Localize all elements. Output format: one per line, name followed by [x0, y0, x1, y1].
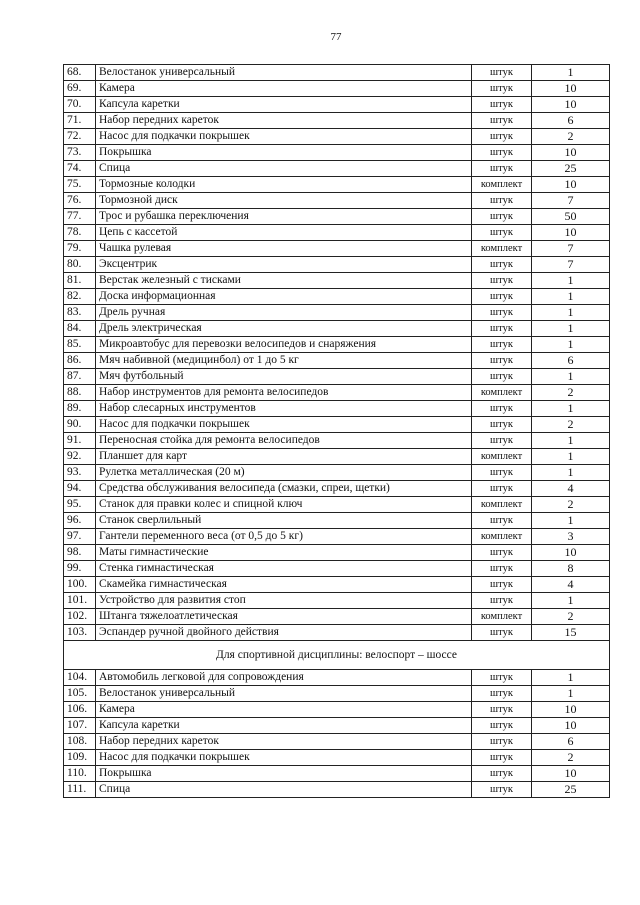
table-row	[64, 481, 610, 497]
item-quantity: 10	[532, 225, 610, 241]
item-unit: штук	[472, 401, 532, 417]
table-row	[64, 81, 610, 97]
row-number: 98.	[64, 545, 96, 561]
row-number: 82.	[64, 289, 96, 305]
equipment-table-body-road-cycling	[64, 670, 610, 798]
table-row	[64, 289, 610, 305]
item-quantity: 1	[532, 433, 610, 449]
item-quantity: 7	[532, 241, 610, 257]
table-row	[64, 401, 610, 417]
row-number: 86.	[64, 353, 96, 369]
table-row	[64, 353, 610, 369]
item-unit: штук	[472, 337, 532, 353]
item-quantity: 2	[532, 129, 610, 145]
table-row	[64, 718, 610, 734]
item-name: Покрышка	[96, 766, 472, 782]
row-number: 83.	[64, 305, 96, 321]
section-heading-group	[64, 641, 610, 670]
item-unit: штук	[472, 686, 532, 702]
item-unit: штук	[472, 273, 532, 289]
row-number: 72.	[64, 129, 96, 145]
item-quantity: 4	[532, 481, 610, 497]
item-quantity: 3	[532, 529, 610, 545]
item-unit: комплект	[472, 497, 532, 513]
item-quantity: 6	[532, 353, 610, 369]
item-name: Чашка рулевая	[96, 241, 472, 257]
item-name: Цепь с кассетой	[96, 225, 472, 241]
row-number: 92.	[64, 449, 96, 465]
item-quantity: 10	[532, 97, 610, 113]
item-name: Спица	[96, 161, 472, 177]
table-row	[64, 385, 610, 401]
item-unit: штук	[472, 257, 532, 273]
item-quantity: 1	[532, 686, 610, 702]
item-name: Камера	[96, 81, 472, 97]
item-quantity: 1	[532, 513, 610, 529]
item-name: Трос и рубашка переключения	[96, 209, 472, 225]
item-unit: штук	[472, 625, 532, 641]
row-number: 68.	[64, 65, 96, 81]
table-row	[64, 417, 610, 433]
item-quantity: 10	[532, 718, 610, 734]
item-name: Дрель ручная	[96, 305, 472, 321]
row-number: 77.	[64, 209, 96, 225]
item-name: Мяч набивной (медицинбол) от 1 до 5 кг	[96, 353, 472, 369]
item-unit: штук	[472, 782, 532, 798]
item-quantity: 7	[532, 257, 610, 273]
item-name: Велостанок универсальный	[96, 686, 472, 702]
item-quantity: 1	[532, 449, 610, 465]
table-row	[64, 273, 610, 289]
row-number: 95.	[64, 497, 96, 513]
item-quantity: 2	[532, 417, 610, 433]
item-name: Набор слесарных инструментов	[96, 401, 472, 417]
item-name: Маты гимнастические	[96, 545, 472, 561]
item-name: Тормозной диск	[96, 193, 472, 209]
item-unit: штук	[472, 433, 532, 449]
table-row	[64, 561, 610, 577]
item-quantity: 1	[532, 593, 610, 609]
item-name: Насос для подкачки покрышек	[96, 750, 472, 766]
row-number: 100.	[64, 577, 96, 593]
item-name: Мяч футбольный	[96, 369, 472, 385]
item-unit: штук	[472, 145, 532, 161]
row-number: 110.	[64, 766, 96, 782]
item-name: Насос для подкачки покрышек	[96, 129, 472, 145]
item-quantity: 6	[532, 734, 610, 750]
row-number: 94.	[64, 481, 96, 497]
item-quantity: 1	[532, 401, 610, 417]
table-row	[64, 513, 610, 529]
item-unit: штук	[472, 129, 532, 145]
table-row	[64, 145, 610, 161]
item-unit: штук	[472, 417, 532, 433]
row-number: 107.	[64, 718, 96, 734]
item-name: Скамейка гимнастическая	[96, 577, 472, 593]
row-number: 111.	[64, 782, 96, 798]
row-number: 96.	[64, 513, 96, 529]
item-name: Велостанок универсальный	[96, 65, 472, 81]
section-heading: Для спортивной дисциплины: велоспорт – шоссе	[64, 641, 610, 670]
table-row	[64, 670, 610, 686]
row-number: 75.	[64, 177, 96, 193]
row-number: 87.	[64, 369, 96, 385]
item-quantity: 2	[532, 497, 610, 513]
item-unit: штук	[472, 561, 532, 577]
item-name: Капсула каретки	[96, 97, 472, 113]
row-number: 109.	[64, 750, 96, 766]
row-number: 85.	[64, 337, 96, 353]
item-name: Рулетка металлическая (20 м)	[96, 465, 472, 481]
item-unit: штук	[472, 305, 532, 321]
item-quantity: 10	[532, 766, 610, 782]
item-unit: штук	[472, 766, 532, 782]
table-row	[64, 209, 610, 225]
table-row	[64, 766, 610, 782]
item-unit: штук	[472, 321, 532, 337]
row-number: 80.	[64, 257, 96, 273]
item-quantity: 25	[532, 782, 610, 798]
row-number: 108.	[64, 734, 96, 750]
table-row	[64, 305, 610, 321]
item-unit: штук	[472, 545, 532, 561]
item-unit: штук	[472, 97, 532, 113]
item-quantity: 6	[532, 113, 610, 129]
item-unit: штук	[472, 465, 532, 481]
item-unit: штук	[472, 225, 532, 241]
row-number: 102.	[64, 609, 96, 625]
row-number: 74.	[64, 161, 96, 177]
item-unit: штук	[472, 289, 532, 305]
item-name: Станок сверлильный	[96, 513, 472, 529]
item-name: Тормозные колодки	[96, 177, 472, 193]
table-row	[64, 497, 610, 513]
table-row	[64, 529, 610, 545]
table-row	[64, 369, 610, 385]
table-row	[64, 241, 610, 257]
table-row	[64, 337, 610, 353]
item-name: Спица	[96, 782, 472, 798]
item-name: Эспандер ручной двойного действия	[96, 625, 472, 641]
item-name: Эксцентрик	[96, 257, 472, 273]
item-name: Автомобиль легковой для сопровождения	[96, 670, 472, 686]
table-row	[64, 702, 610, 718]
item-name: Средства обслуживания велосипеда (смазки, спреи, щетки)	[96, 481, 472, 497]
item-name: Станок для правки колес и спицной ключ	[96, 497, 472, 513]
item-quantity: 1	[532, 273, 610, 289]
item-name: Насос для подкачки покрышек	[96, 417, 472, 433]
item-quantity: 10	[532, 81, 610, 97]
table-row	[64, 750, 610, 766]
item-quantity: 2	[532, 750, 610, 766]
item-name: Устройство для развития стоп	[96, 593, 472, 609]
item-unit: штук	[472, 481, 532, 497]
item-name: Микроавтобус для перевозки велосипедов и снаряжения	[96, 337, 472, 353]
row-number: 103.	[64, 625, 96, 641]
item-name: Доска информационная	[96, 289, 472, 305]
item-unit: штук	[472, 750, 532, 766]
table-row	[64, 225, 610, 241]
equipment-table-body-general	[64, 65, 610, 641]
table-row	[64, 129, 610, 145]
table-row	[64, 577, 610, 593]
row-number: 106.	[64, 702, 96, 718]
table-row	[64, 593, 610, 609]
row-number: 76.	[64, 193, 96, 209]
item-unit: комплект	[472, 449, 532, 465]
row-number: 71.	[64, 113, 96, 129]
table-row	[64, 321, 610, 337]
item-quantity: 10	[532, 702, 610, 718]
item-quantity: 25	[532, 161, 610, 177]
item-name: Набор передних кареток	[96, 734, 472, 750]
table-row	[64, 161, 610, 177]
item-name: Камера	[96, 702, 472, 718]
row-number: 90.	[64, 417, 96, 433]
item-quantity: 10	[532, 145, 610, 161]
item-quantity: 8	[532, 561, 610, 577]
item-name: Штанга тяжелоатлетическая	[96, 609, 472, 625]
table-row	[64, 449, 610, 465]
table-row	[64, 625, 610, 641]
table-row	[64, 433, 610, 449]
table-row	[64, 734, 610, 750]
item-quantity: 15	[532, 625, 610, 641]
item-name: Набор передних кареток	[96, 113, 472, 129]
equipment-table	[63, 64, 610, 798]
item-quantity: 1	[532, 65, 610, 81]
item-quantity: 1	[532, 369, 610, 385]
row-number: 97.	[64, 529, 96, 545]
item-name: Капсула каретки	[96, 718, 472, 734]
item-unit: штук	[472, 718, 532, 734]
item-unit: штук	[472, 113, 532, 129]
item-quantity: 10	[532, 545, 610, 561]
item-unit: штук	[472, 593, 532, 609]
item-name: Дрель электрическая	[96, 321, 472, 337]
row-number: 104.	[64, 670, 96, 686]
item-unit: штук	[472, 369, 532, 385]
table-row	[64, 97, 610, 113]
row-number: 91.	[64, 433, 96, 449]
item-unit: штук	[472, 734, 532, 750]
item-unit: штук	[472, 353, 532, 369]
item-name: Гантели переменного веса (от 0,5 до 5 кг)	[96, 529, 472, 545]
item-quantity: 2	[532, 609, 610, 625]
item-unit: штук	[472, 81, 532, 97]
item-quantity: 10	[532, 177, 610, 193]
item-name: Верстак железный с тисками	[96, 273, 472, 289]
item-name: Покрышка	[96, 145, 472, 161]
row-number: 69.	[64, 81, 96, 97]
table-row	[64, 545, 610, 561]
item-unit: комплект	[472, 609, 532, 625]
row-number: 88.	[64, 385, 96, 401]
table-row	[64, 257, 610, 273]
item-quantity: 1	[532, 465, 610, 481]
row-number: 73.	[64, 145, 96, 161]
table-row	[64, 465, 610, 481]
table-row	[64, 177, 610, 193]
item-unit: штук	[472, 577, 532, 593]
item-unit: штук	[472, 702, 532, 718]
table-row	[64, 193, 610, 209]
item-quantity: 1	[532, 337, 610, 353]
row-number: 70.	[64, 97, 96, 113]
row-number: 84.	[64, 321, 96, 337]
table-row	[64, 686, 610, 702]
item-unit: штук	[472, 161, 532, 177]
row-number: 78.	[64, 225, 96, 241]
item-name: Планшет для карт	[96, 449, 472, 465]
item-quantity: 1	[532, 289, 610, 305]
item-unit: комплект	[472, 241, 532, 257]
page-number: 77	[330, 31, 342, 43]
table-row	[64, 609, 610, 625]
item-quantity: 7	[532, 193, 610, 209]
row-number: 99.	[64, 561, 96, 577]
item-name: Переносная стойка для ремонта велосипедов	[96, 433, 472, 449]
section-heading-row	[64, 641, 610, 670]
item-unit: штук	[472, 670, 532, 686]
item-name: Набор инструментов для ремонта велосипедов	[96, 385, 472, 401]
item-quantity: 1	[532, 305, 610, 321]
row-number: 93.	[64, 465, 96, 481]
item-quantity: 4	[532, 577, 610, 593]
row-number: 105.	[64, 686, 96, 702]
item-quantity: 1	[532, 670, 610, 686]
item-unit: штук	[472, 209, 532, 225]
table-row	[64, 782, 610, 798]
item-quantity: 1	[532, 321, 610, 337]
item-unit: штук	[472, 65, 532, 81]
row-number: 89.	[64, 401, 96, 417]
table-row	[64, 65, 610, 81]
row-number: 101.	[64, 593, 96, 609]
item-name: Стенка гимнастическая	[96, 561, 472, 577]
item-unit: штук	[472, 513, 532, 529]
item-unit: комплект	[472, 529, 532, 545]
row-number: 79.	[64, 241, 96, 257]
item-unit: комплект	[472, 177, 532, 193]
item-quantity: 50	[532, 209, 610, 225]
item-quantity: 2	[532, 385, 610, 401]
table-row	[64, 113, 610, 129]
item-unit: комплект	[472, 385, 532, 401]
row-number: 81.	[64, 273, 96, 289]
item-unit: штук	[472, 193, 532, 209]
